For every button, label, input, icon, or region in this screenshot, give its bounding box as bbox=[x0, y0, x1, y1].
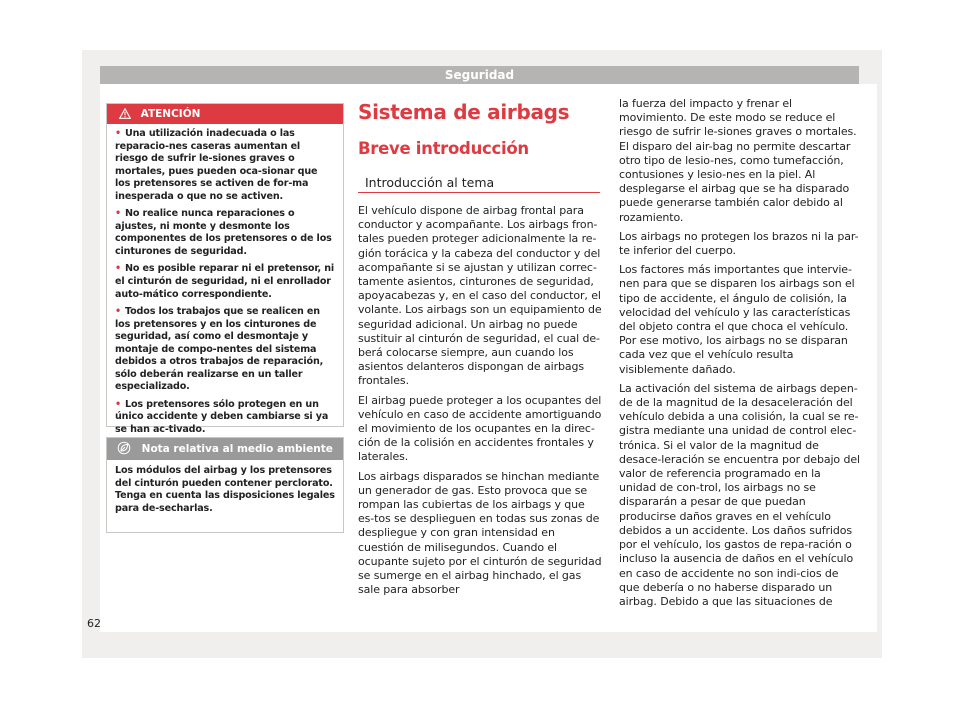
warning-body bbox=[107, 124, 343, 437]
body-column-middle bbox=[358, 204, 602, 602]
warning-item: • Todos los trabajos que se realicen en los pretensores y en los cinturones de seguridad, así como el desmontaje y montaje de compo-nentes del sistema debidos a otros trabajos de reparación, sólo deberán realizarse en un taller especializado. bbox=[115, 306, 324, 393]
environment-note-box bbox=[106, 437, 344, 533]
warning-item: • No realice nunca reparaciones o ajustes, ni monte y desmonte los componentes de los pretensores o de los cinturones de seguridad. bbox=[115, 208, 332, 257]
environment-note-text: Los módulos del airbag y los pretensores del cinturón pueden contener perclorato. Tenga en cuenta las disposiciones legales para de-secharlas. bbox=[115, 465, 335, 514]
subsection-title: Introducción al tema bbox=[365, 175, 495, 190]
paragraph: La activación del sistema de airbags depen-de de la magnitud de la desaceleración del vehículo debida a una colisión, la cual se re-gistra mediante una unidad de control elec-trónica. Si el valor de la magnitud de desace-leración se encuentra por debajo del valor de referencia programado en la unidad de con-trol, los airbags no se dispararán a pesar de que puedan producirse daños graves en el vehículo debidos a un accidente. Los daños sufridos por el vehículo, los gastos de repa-ración o incluso la ausencia de daños en el vehículo en caso de accidente no son indi-cios de que debería o no haberse disparado un airbag. Debido a que las situaciones de bbox=[619, 381, 860, 608]
warning-item: • Los pretensores sólo protegen en un único accidente y deben cambiarse si ya se han ac-tivado. bbox=[115, 398, 329, 436]
environment-note-header bbox=[107, 438, 343, 460]
paragraph: El vehículo dispone de airbag frontal para conductor y acompañante. Los airbags fron-tales pueden proteger adicionalmente la re-gión torácica y la cabeza del conductor y del acompañante si se ajustan y utilizan correc-tamente asientos, cinturones de seguridad, apoyacabezas y, en el caso del conductor, el volante. Los airbags son un equipamiento de seguridad adicional. Un airbag no puede sustituir al cinturón de seguridad, el cual de-berá colocarse siempre, aun cuando los asientos delanteros dispongan de airbags frontales. bbox=[358, 204, 602, 388]
warning-title: ATENCIÓN bbox=[140, 108, 201, 120]
warning-header bbox=[107, 104, 343, 124]
page-number: 62 bbox=[87, 617, 101, 630]
warning-box bbox=[106, 103, 344, 436]
warning-item: • No es posible reparar ni el pretensor, ni el cinturón de seguridad, ni el enrollador auto-mático correspondiente. bbox=[115, 263, 335, 300]
environment-note-title: Nota relativa al medio ambiente bbox=[141, 443, 333, 455]
paragraph: la fuerza del impacto y frenar el movimiento. De este modo se reduce el riesgo de sufrir le-siones graves o mortales. El disparo del air-bag no permite descartar otro tipo de lesio-nes, como tumefacción, contusiones y lesio-nes en la piel. Al desplegarse el airbag que se ha disparado puede generarse también calor debido al rozamiento. bbox=[619, 97, 857, 224]
paragraph: Los factores más importantes que intervie-nen para que se disparen los airbags son el tipo de accidente, el ángulo de colisión, la velocidad del vehículo y las características del objeto contra el que choca el vehículo. Por ese motivo, los airbags no se disparan cada vez que el vehículo resulta visiblemente dañado. bbox=[619, 263, 855, 376]
section-title: Breve introducción bbox=[358, 139, 529, 158]
paragraph: Los airbags no protegen los brazos ni la par-te inferior del cuerpo. bbox=[619, 229, 859, 258]
environment-leaf-icon bbox=[117, 443, 142, 455]
paragraph: El airbag puede proteger a los ocupantes del vehículo en caso de accidente amortiguando el movimiento de los ocupantes en la direc-ción de la colisión en accidentes frontales y laterales. bbox=[358, 393, 602, 464]
section-header: Seguridad bbox=[100, 66, 859, 84]
warning-item: • Una utilización inadecuada o las reparacio-nes caseras aumentan el riesgo de sufrir le-siones graves o mortales, pues pueden oca-sionar que los pretensores se activen de for-ma inesperada o que no se activen. bbox=[115, 128, 318, 202]
paragraph: Los airbags disparados se hinchan mediante un generador de gas. Esto provoca que se rompan las cubiertas de los airbags y que es-tos se desplieguen en todas sus zonas de despliegue y con gran intensidad en cuestión de milisegundos. Cuando el ocupante sujeto por el cinturón de seguridad se sumerge en el airbag hinchado, el gas sale para absorber bbox=[358, 469, 602, 597]
heading-rule bbox=[358, 192, 600, 193]
warning-triangle-icon bbox=[119, 108, 141, 120]
body-column-right bbox=[619, 97, 861, 614]
chapter-title: Sistema de airbags bbox=[358, 100, 570, 124]
